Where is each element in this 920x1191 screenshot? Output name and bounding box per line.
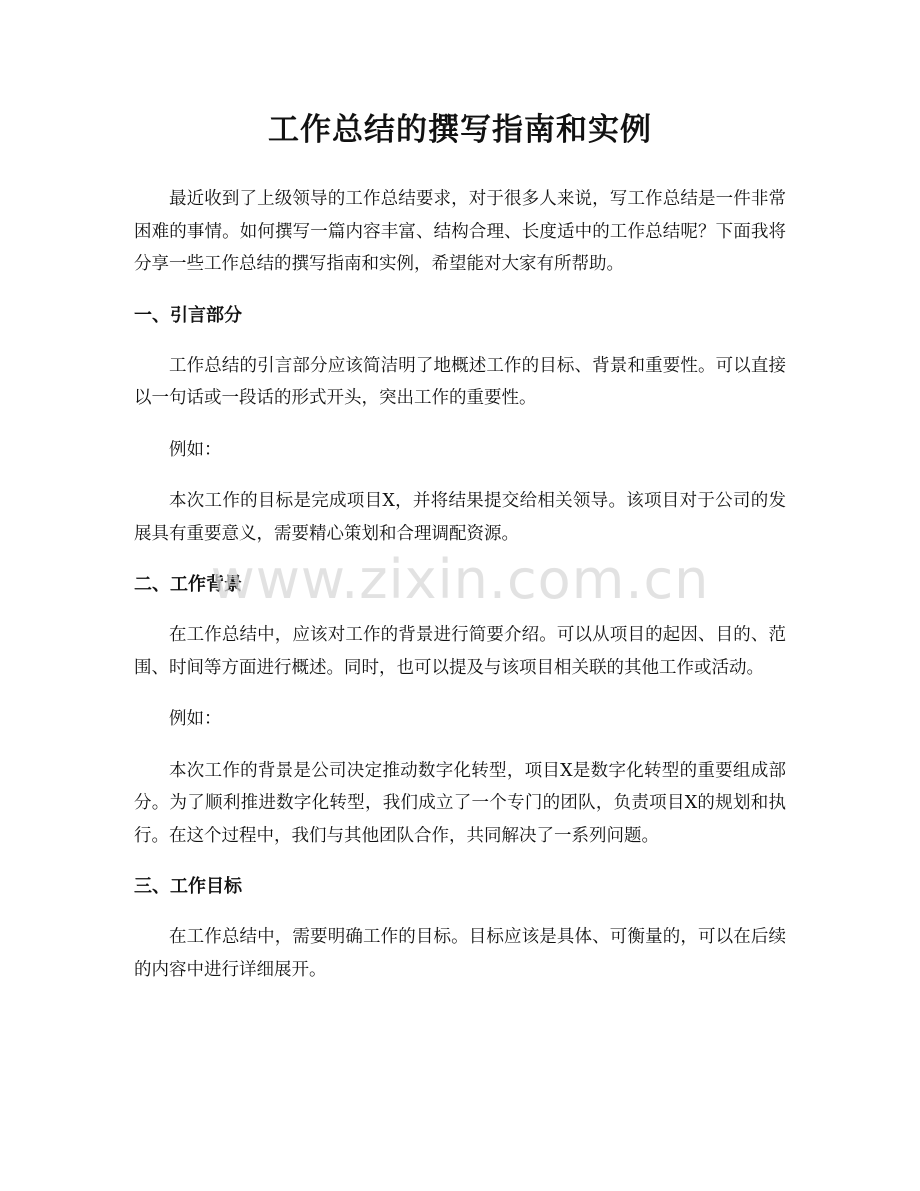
paragraph: 工作总结的引言部分应该简洁明了地概述工作的目标、背景和重要性。可以直接以一句话或一段话的形式开头，突出工作的重要性。 [134, 355, 786, 408]
example-label: 例如： [169, 709, 222, 729]
paragraph: 在工作总结中，应该对工作的背景进行简要介绍。可以从项目的起因、目的、范围、时间等方面进行概述。同时，也可以提及与该项目相关联的其他工作或活动。 [134, 625, 786, 678]
document-body [134, 183, 786, 1005]
example-paragraph: 本次工作的背景是公司决定推动数字化转型，项目X是数字化转型的重要组成部分。为了顺利推进数字化转型，我们成立了一个专门的团队，负责项目X的规划和执行。在这个过程中，我们与其他团队合作，共同解决了一系列问题。 [134, 760, 786, 846]
paragraph: 在工作总结中，需要明确工作的目标。目标应该是具体、可衡量的，可以在后续的内容中进行详细展开。 [134, 927, 786, 980]
document-title: 工作总结的撰写指南和实例 [268, 112, 652, 148]
section-heading-goals: 三、工作目标 [134, 876, 242, 897]
section-heading-background: 二、工作背景 [134, 574, 242, 595]
intro-paragraph: 最近收到了上级领导的工作总结要求，对于很多人来说，写工作总结是一件非常困难的事情。如何撰写一篇内容丰富、结构合理、长度适中的工作总结呢？下面我将分享一些工作总结的撰写指南和实例，希望能对大家有所帮助。 [134, 189, 786, 274]
example-label: 例如： [169, 439, 222, 460]
watermark: www.zixin.com.cn [210, 548, 710, 611]
section-heading-intro: 一、引言部分 [134, 304, 242, 326]
example-paragraph: 本次工作的目标是完成项目X，并将结果提交给相关领导。该项目对于公司的发展具有重要意义，需要精心策划和合理调配资源。 [134, 491, 786, 544]
